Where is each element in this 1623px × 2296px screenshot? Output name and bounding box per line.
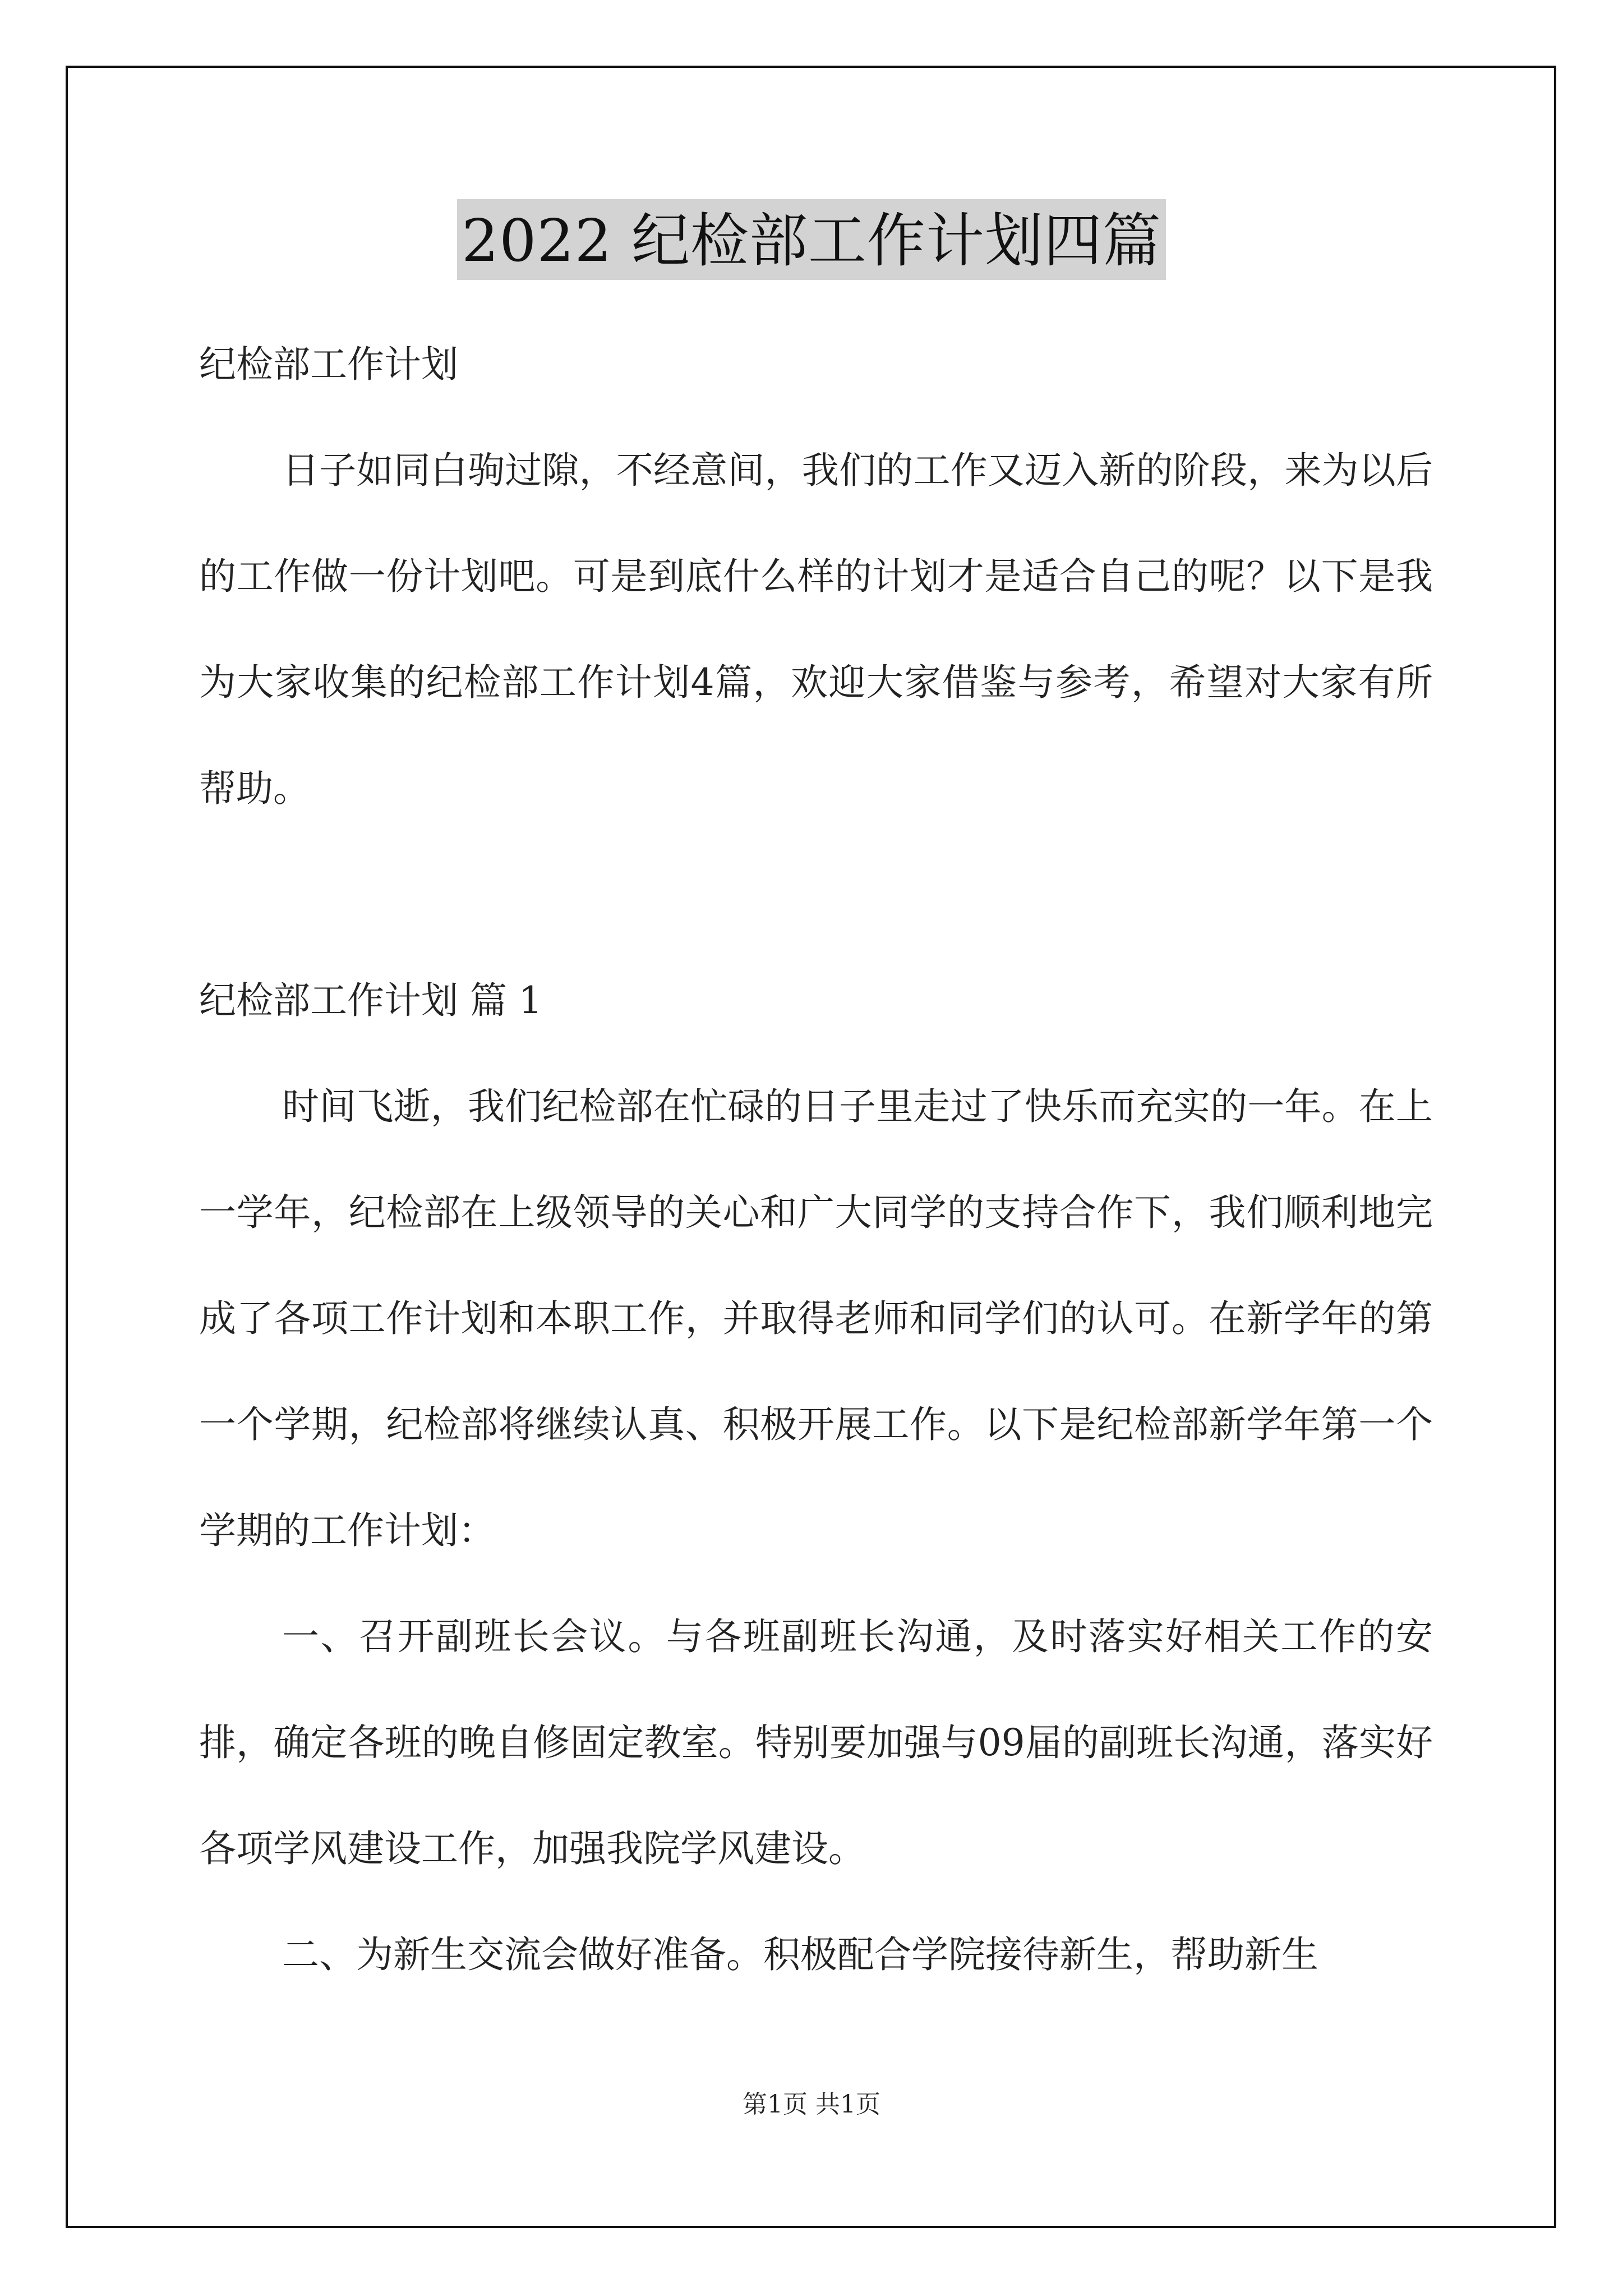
section-heading: 纪检部工作计划 篇 1 — [199, 979, 542, 1022]
body-paragraph: 时间飞逝，我们纪检部在忙碌的日子里走过了快乐而充实的一年。在上一学年，纪检部在上级领导的关心和广大同学的支持合作下，我们顺利地完成了各项工作计划和本职工作，并取得老师和同学们的认可。在新学年的第一个学期，纪检部将继续认真、积极开展工作。以下是纪检部新学年第一个学期的工作计划： — [199, 1085, 1433, 1552]
document-title-container — [0, 199, 1623, 280]
body-paragraph: 二、为新生交流会做好准备。积极配合学院接待新生，帮助新生 — [282, 1933, 1318, 1976]
intro-paragraph: 日子如同白驹过隙，不经意间，我们的工作又迈入新的阶段，来为以后的工作做一份计划吧。可是到底什么样的计划才是适合自己的呢？以下是我为大家收集的纪检部工作计划4篇，欢迎大家借鉴与参考，希望对大家有所帮助。 — [199, 449, 1433, 810]
page-footer — [0, 2088, 1623, 2122]
page-number: 第1页 共1页 — [743, 2090, 880, 2119]
section-heading: 纪检部工作计划 — [199, 343, 458, 386]
body-paragraph: 一、召开副班长会议。与各班副班长沟通，及时落实好相关工作的安排，确定各班的晚自修固定教室。特别要加强与09届的副班长沟通，落实好各项学风建设工作，加强我院学风建设。 — [199, 1615, 1433, 1870]
document-body — [199, 311, 1433, 2008]
document-title: 2022 纪检部工作计划四篇 — [457, 199, 1166, 280]
